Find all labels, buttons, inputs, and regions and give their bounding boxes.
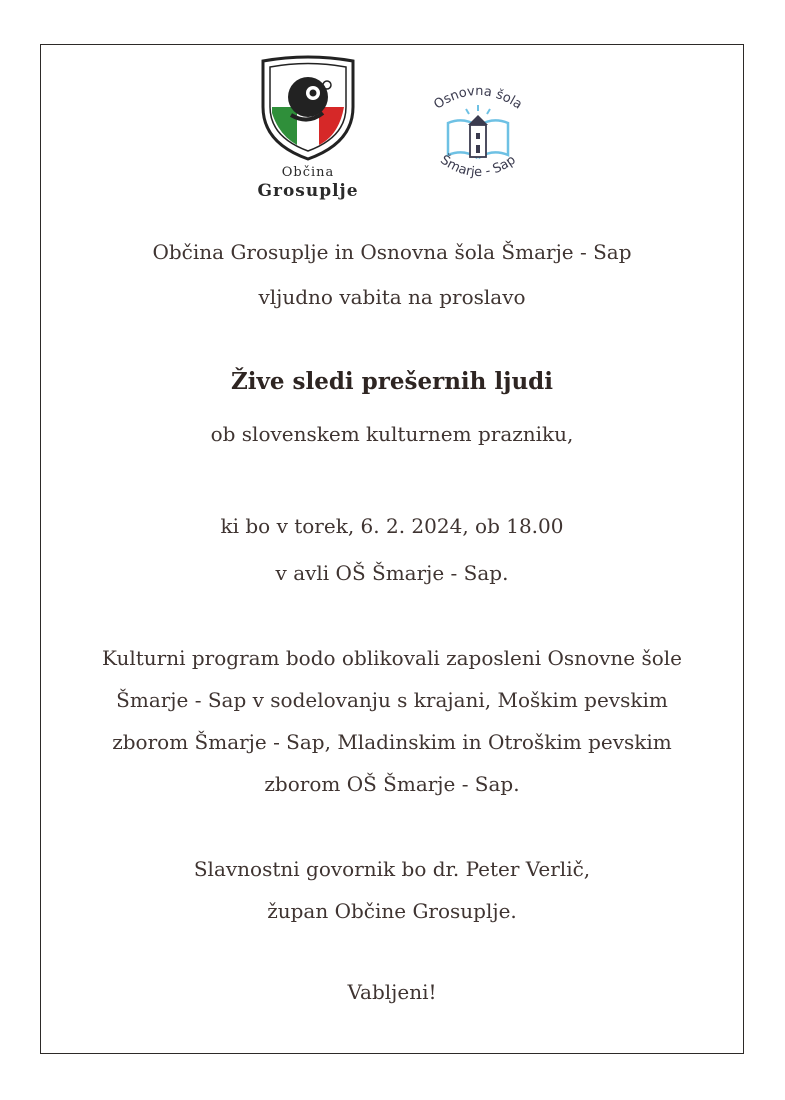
crest-text-top: Občina: [281, 165, 335, 180]
school-text-bottom: Šmarje - Sap: [437, 152, 519, 181]
event-title: Žive sledi prešernih ljudi: [231, 368, 553, 395]
occasion-line: ob slovenskem kulturnem prazniku,: [210, 422, 574, 446]
program-line: Kulturni program bodo oblikovali zaposleni Osnovne šole: [101, 646, 683, 670]
school-book-tower-icon: [418, 75, 538, 200]
intro-line-1: Občina Grosuplje in Osnovna šola Šmarje - Sap: [152, 240, 632, 264]
date-line: ki bo v torek, 6. 2. 2024, ob 18.00: [220, 514, 564, 538]
closing-text: Vabljeni!: [347, 980, 437, 1004]
school-logo: [418, 75, 538, 200]
crest-text-bottom: Grosuplje: [257, 181, 359, 201]
intro-line-2: vljudno vabita na proslavo: [258, 285, 526, 309]
grosuplje-crest-logo: [253, 55, 363, 205]
program-line: zborom OŠ Šmarje - Sap.: [264, 772, 520, 796]
crest-shield-icon: [257, 55, 359, 163]
speaker-line-1: Slavnostni govornik bo dr. Peter Verlič,: [193, 857, 591, 881]
program-line: zborom Šmarje - Sap, Mladinskim in Otroškim pevskim: [112, 730, 672, 754]
speaker-line-2: župan Občine Grosuplje.: [267, 899, 517, 923]
program-line: Šmarje - Sap v sodelovanju s krajani, Moškim pevskim: [116, 688, 668, 712]
place-line: v avli OŠ Šmarje - Sap.: [275, 561, 509, 585]
school-text-top: Osnovna šola: [431, 83, 525, 113]
